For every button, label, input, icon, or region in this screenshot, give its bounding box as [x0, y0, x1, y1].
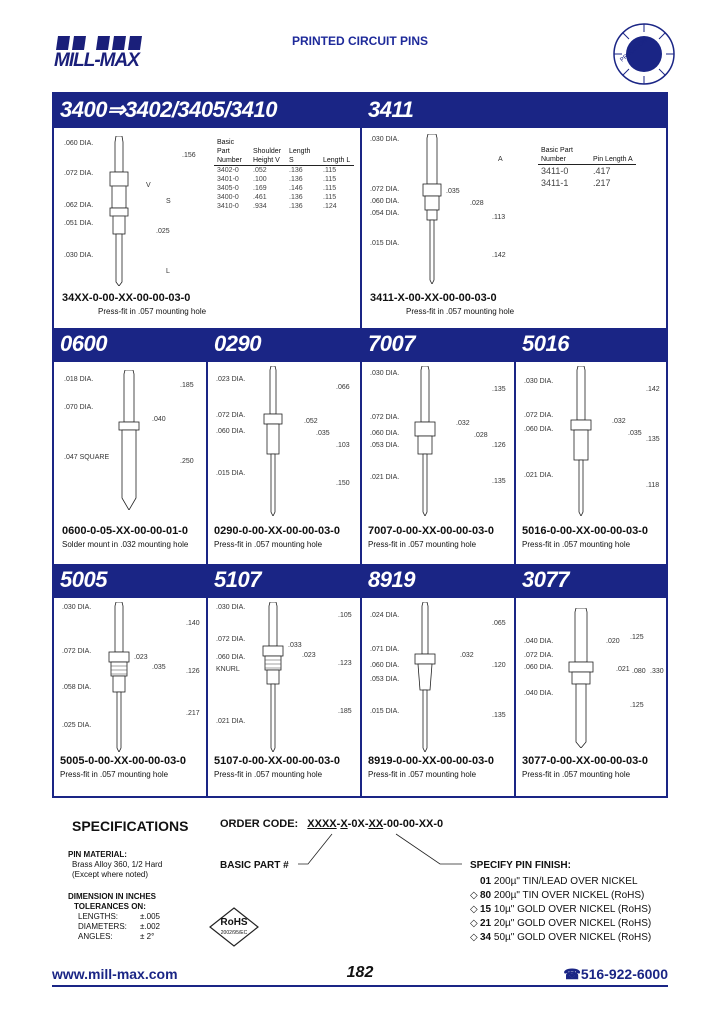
order-part: 00	[402, 818, 416, 830]
table-header: Length S	[286, 138, 320, 166]
tolerance-value: ±.002	[140, 922, 160, 931]
dim-label: .060 DIA.	[524, 664, 554, 671]
band-3077	[516, 564, 668, 598]
table-header: Basic Part Number	[214, 138, 250, 166]
pin-drawing-5016	[566, 366, 596, 516]
dim-label: .072 DIA.	[524, 652, 554, 659]
dim-letter: A	[498, 156, 503, 163]
dim-label: .040	[152, 416, 166, 423]
section-title-0290: 0290	[214, 331, 261, 356]
dim-letter: V	[146, 182, 151, 189]
pin-drawing-0290	[258, 366, 288, 516]
dim-label: .023	[134, 654, 148, 661]
table-header: Basic Part Number	[538, 146, 590, 165]
dim-label: .080	[632, 668, 646, 675]
dim-label: .035	[446, 188, 460, 195]
basic-part-label: BASIC PART #	[220, 860, 289, 871]
dim-label: .066	[336, 384, 350, 391]
dim-label: .060 DIA.	[64, 140, 94, 147]
order-code-leader-lines	[290, 830, 490, 872]
dim-label: .032	[456, 420, 470, 427]
page-title: PRINTED CIRCUIT PINS	[291, 34, 428, 48]
seal-text: PRECISION	[619, 37, 649, 64]
order-code-line: ORDER CODE: XXXX-X-0X-XX-00-00-XX-0	[220, 818, 444, 830]
mount-note: Press-fit in .057 mounting hole	[214, 770, 323, 779]
mount-note: Solder mount in .032 mounting hole	[62, 540, 189, 549]
cell-8919[interactable]	[362, 598, 514, 798]
dim-label: .051 DIA.	[64, 220, 94, 227]
dim-label: .052	[304, 418, 318, 425]
tolerance-block	[68, 892, 160, 942]
cell-0290[interactable]	[208, 362, 360, 564]
dim-label: .060 DIA.	[216, 654, 246, 661]
pin-material-line: (Except where noted)	[72, 870, 149, 879]
dim-label: .021 DIA.	[216, 718, 246, 725]
dim-label: .035	[316, 430, 330, 437]
mount-note: Press-fit in .057 mounting hole	[522, 770, 631, 779]
dim-label: .135	[492, 712, 506, 719]
mount-note: Press-fit in .057 mounting hole	[368, 770, 477, 779]
dim-label: .113	[492, 214, 506, 221]
cell-5107[interactable]	[208, 598, 360, 798]
dim-label: .025 DIA.	[62, 722, 92, 729]
table-row: 3401-0 .100 .136 .115	[217, 176, 337, 183]
dim-label: .025	[156, 228, 170, 235]
dim-label: .072 DIA.	[524, 412, 554, 419]
pin-drawing-5107	[258, 602, 288, 752]
rohs-badge	[208, 906, 260, 948]
dim-label: .021 DIA.	[370, 474, 400, 481]
order-part: XXXX	[307, 818, 337, 830]
band-5107	[208, 564, 360, 598]
dim-label: .024 DIA.	[370, 612, 400, 619]
dim-label: .021 DIA.	[524, 472, 554, 479]
dim-label: .135	[492, 478, 506, 485]
finish-item: ◇ 15 10µ" GOLD OVER NICKEL (RoHS)	[470, 904, 652, 915]
dim-label: .123	[338, 660, 352, 667]
mount-note: Press-fit in .057 mounting hole	[60, 770, 169, 779]
table-row: 3402-0 .052 .136 .115	[217, 167, 337, 174]
dim-label: .142	[492, 252, 506, 259]
part-code: 7007-0-00-XX-00-00-03-0	[368, 525, 494, 537]
order-part: XX	[418, 818, 434, 830]
table-header: Pin Length A	[590, 146, 636, 165]
cell-5005[interactable]	[54, 598, 206, 798]
dim-label: .018 DIA.	[64, 376, 94, 383]
precision-seal-icon	[612, 22, 676, 86]
section-title-5005: 5005	[60, 567, 107, 592]
dim-label: .126	[492, 442, 506, 449]
cell-3400[interactable]	[54, 128, 360, 328]
pin-material-label: PIN MATERIAL:	[68, 850, 127, 859]
dim-label: .125	[630, 634, 644, 641]
dim-label: .071 DIA.	[370, 646, 400, 653]
pin-drawing-5005	[104, 602, 134, 752]
section-title-3411: 3411	[368, 97, 414, 122]
page-number: 182	[346, 964, 374, 981]
brand-wordmark: MILL-MAX	[54, 50, 139, 71]
pin-drawing-0600	[114, 370, 144, 510]
part-code: 0290-0-00-XX-00-00-03-0	[214, 525, 340, 537]
band-3411	[362, 94, 668, 128]
dim-label: .060 DIA.	[370, 430, 400, 437]
mount-note: Press-fit in .057 mounting hole	[98, 307, 207, 316]
finish-item: ◇ 34 50µ" GOLD OVER NICKEL (RoHS)	[470, 932, 652, 943]
dim-label: .072 DIA.	[216, 636, 246, 643]
cell-7007[interactable]	[362, 362, 514, 564]
dim-label: .185	[180, 382, 194, 389]
dim-label: .030 DIA.	[524, 378, 554, 385]
dim-label: .040 DIA.	[524, 638, 554, 645]
dim-label: .021	[616, 666, 630, 673]
dim-label: .135	[646, 436, 660, 443]
pin-drawing-3411	[412, 134, 452, 284]
order-part: 0	[437, 818, 444, 830]
order-label: ORDER CODE:	[220, 818, 299, 830]
dim-label: .053 DIA.	[370, 442, 400, 449]
rohs-sub: 2002/95/EC	[220, 930, 248, 936]
band-8919	[362, 564, 514, 598]
tolerance-name: ANGLES:	[78, 932, 113, 941]
table-header: Shoulder Height V	[250, 138, 286, 166]
pin-material-block	[68, 850, 162, 880]
dim-label: .062 DIA.	[64, 202, 94, 209]
dim-label: .125	[630, 702, 644, 709]
dim-label: .120	[492, 662, 506, 669]
dim-label: .015 DIA.	[370, 240, 400, 247]
cell-0600[interactable]	[54, 362, 206, 564]
finish-item: ◇ 80 200µ" TIN OVER NICKEL (RoHS)	[470, 890, 645, 901]
order-part: XX	[368, 818, 384, 830]
part-table-3411	[538, 146, 636, 189]
dim-label: .020	[606, 638, 620, 645]
pin-drawing-3400	[94, 136, 144, 286]
website-link[interactable]: www.mill-max.com	[52, 966, 178, 982]
order-part: 00	[386, 818, 400, 830]
band-0600	[54, 328, 206, 362]
dim-label: .150	[336, 480, 350, 487]
dim-label: .058 DIA.	[62, 684, 92, 691]
order-part: 0X	[351, 818, 365, 830]
tolerance-name: DIAMETERS:	[78, 922, 127, 931]
dim-label: .330	[650, 668, 664, 675]
dim-label: .060 DIA.	[524, 426, 554, 433]
finish-item: ◇ 21 20µ" GOLD OVER NICKEL (RoHS)	[470, 918, 652, 929]
rohs-label: RoHS	[220, 917, 248, 928]
dim-label: .040 DIA.	[524, 690, 554, 697]
mount-note: Press-fit in .057 mounting hole	[406, 307, 515, 316]
dim-label: .185	[338, 708, 352, 715]
dim-label: .065	[492, 620, 506, 627]
dim-label: .217	[186, 710, 200, 717]
dim-label: .032	[460, 652, 474, 659]
dim-label: .250	[180, 458, 194, 465]
dim-label: .118	[646, 482, 660, 489]
dim-label: .140	[186, 620, 200, 627]
band-7007	[362, 328, 514, 362]
dim-label: .015 DIA.	[216, 470, 246, 477]
dim-label: .023 DIA.	[216, 376, 246, 383]
band-3400	[54, 94, 360, 128]
mount-note: Press-fit in .057 mounting hole	[214, 540, 323, 549]
specify-finish-label: SPECIFY PIN FINISH:	[470, 860, 571, 871]
table-header: Length L	[320, 138, 354, 166]
dim-label: .030 DIA.	[62, 604, 92, 611]
part-code: 3077-0-00-XX-00-00-03-0	[522, 755, 648, 767]
pin-drawing-7007	[410, 366, 440, 516]
pin-drawing-8919	[410, 602, 440, 752]
pin-drawing-3077	[564, 608, 598, 748]
section-title-5016: 5016	[522, 331, 569, 356]
dim-label: .060 DIA.	[370, 198, 400, 205]
table-row: 3411-0 .417	[541, 166, 611, 176]
table-row: 3410-0 .934 .136 .124	[217, 203, 337, 210]
part-code: 5107-0-00-XX-00-00-03-0	[214, 755, 340, 767]
part-table-3400	[214, 138, 354, 211]
part-code: 8919-0-00-XX-00-00-03-0	[368, 755, 494, 767]
dim-label: .072 DIA.	[64, 170, 94, 177]
section-title-7007: 7007	[368, 331, 415, 356]
dim-label: .035	[152, 664, 166, 671]
section-title-8919: 8919	[368, 567, 415, 592]
dim-label: .105	[338, 612, 352, 619]
dim-label: KNURL	[216, 666, 240, 673]
table-row: 3400-0 .461 .136 .115	[217, 194, 337, 201]
dim-label: .023	[302, 652, 316, 659]
mount-note: Press-fit in .057 mounting hole	[368, 540, 477, 549]
dim-label: .103	[336, 442, 350, 449]
dim-label: .060 DIA.	[370, 662, 400, 669]
dim-label: .072 DIA.	[216, 412, 246, 419]
mount-note: Press-fit in .057 mounting hole	[522, 540, 631, 549]
cell-3077[interactable]	[516, 598, 668, 798]
dim-label: .030 DIA.	[370, 370, 400, 377]
dim-label: .135	[492, 386, 506, 393]
part-code: 5005-0-00-XX-00-00-03-0	[60, 755, 186, 767]
dim-letter: S	[166, 198, 171, 205]
footer-rule	[52, 985, 668, 987]
dim-label: .070 DIA.	[64, 404, 94, 411]
phone-number[interactable]: ☎516-922-6000	[563, 966, 668, 982]
dim-label: .032	[612, 418, 626, 425]
finish-list	[470, 875, 651, 945]
dim-label: .030 DIA.	[370, 136, 400, 143]
section-title-5107: 5107	[214, 567, 261, 592]
dim-label: .028	[474, 432, 488, 439]
part-code: 0600-0-05-XX-00-00-01-0	[62, 525, 188, 537]
band-0290	[208, 328, 360, 362]
cell-5016[interactable]	[516, 362, 668, 564]
dim-label: .072 DIA.	[62, 648, 92, 655]
tolerance-value: ± 2°	[140, 932, 155, 941]
dim-label: .142	[646, 386, 660, 393]
table-row: 3405-0 .169 .146 .115	[217, 185, 337, 192]
dim-label: .053 DIA.	[370, 676, 400, 683]
band-5005	[54, 564, 206, 598]
dimension-label: DIMENSION IN INCHES	[68, 892, 157, 901]
dim-label: .126	[186, 668, 200, 675]
section-title-3077: 3077	[522, 567, 569, 592]
part-code: 5016-0-00-XX-00-00-03-0	[522, 525, 648, 537]
dim-label: .072 DIA.	[370, 414, 400, 421]
dim-label: .060 DIA.	[216, 428, 246, 435]
specifications-title: SPECIFICATIONS	[72, 818, 189, 834]
dim-label: .072 DIA.	[370, 186, 400, 193]
table-row: 3411-1 .217	[541, 178, 611, 188]
dim-label: .035	[628, 430, 642, 437]
section-title-3400: 3400⇒3402/3405/3410	[60, 97, 277, 122]
dim-label: .156	[182, 152, 196, 159]
dim-label: .054 DIA.	[370, 210, 400, 217]
part-code: 3411-X-00-XX-00-00-03-0	[370, 292, 497, 304]
dim-label: .047 SQUARE	[64, 454, 110, 461]
order-part: X	[340, 818, 348, 830]
part-code: 34XX-0-00-XX-00-00-03-0	[62, 292, 191, 304]
dim-label: .033	[288, 642, 302, 649]
band-5016	[516, 328, 668, 362]
finish-item: 01 200µ" TIN/LEAD OVER NICKEL	[480, 876, 638, 887]
dim-label: .030 DIA.	[64, 252, 94, 259]
dim-label: .030 DIA.	[216, 604, 246, 611]
tolerances-label: TOLERANCES ON:	[74, 902, 146, 911]
dim-label: .015 DIA.	[370, 708, 400, 715]
dim-letter: L	[166, 268, 170, 275]
section-title-0600: 0600	[60, 331, 107, 356]
dim-label: .028	[470, 200, 484, 207]
product-grid	[52, 92, 668, 798]
cell-3411[interactable]	[362, 128, 668, 328]
tolerance-name: LENGTHS:	[78, 912, 119, 921]
tolerance-value: ±.005	[140, 912, 160, 921]
pin-material-line: Brass Alloy 360, 1/2 Hard	[72, 860, 163, 869]
